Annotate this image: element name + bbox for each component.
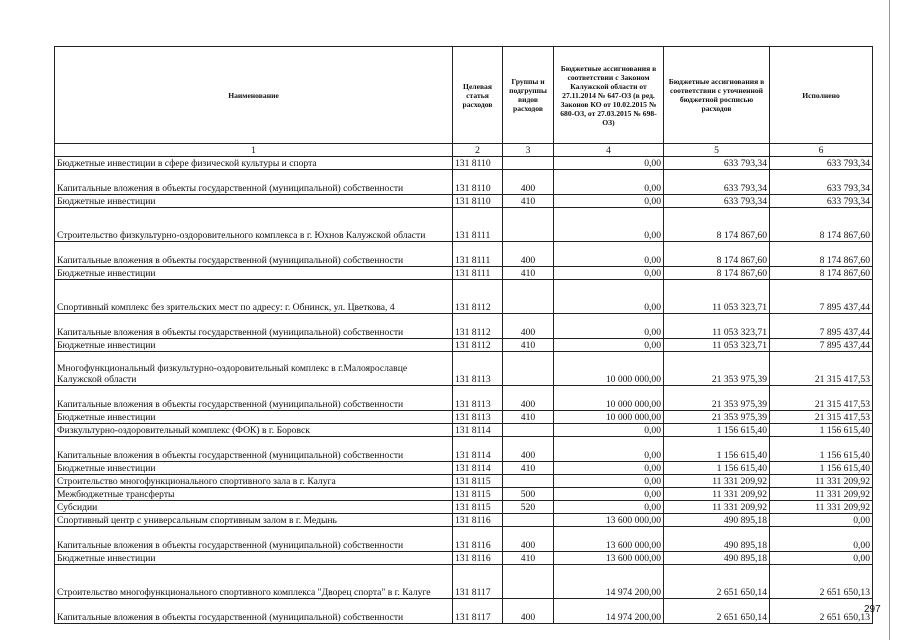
row-executed: 21 315 417,53	[770, 411, 873, 424]
row-executed: 1 156 615,40	[770, 462, 873, 475]
table-row	[55, 267, 873, 280]
row-refined-allocation: 11 331 209,92	[664, 501, 770, 514]
row-target-article: 131 8113	[453, 386, 503, 411]
column-number: 2	[453, 144, 503, 157]
row-expense-group	[503, 514, 554, 527]
table-row	[55, 488, 873, 501]
row-expense-group: 400	[503, 527, 554, 552]
row-expense-group: 400	[503, 314, 554, 339]
row-expense-group: 400	[503, 599, 554, 624]
row-name: Бюджетные инвестиции	[55, 462, 453, 475]
row-target-article: 131 8117	[453, 599, 503, 624]
row-target-article: 131 8116	[453, 552, 503, 565]
table-row	[55, 339, 873, 352]
row-refined-allocation: 490 895,18	[664, 514, 770, 527]
row-executed: 0,00	[770, 527, 873, 552]
row-law-allocation: 10 000 000,00	[554, 411, 664, 424]
row-target-article: 131 8110	[453, 195, 503, 208]
row-refined-allocation: 21 353 975,39	[664, 352, 770, 386]
row-expense-group: 410	[503, 267, 554, 280]
header-groups: Группы и подгруппы видов расходов	[503, 47, 554, 144]
row-name: Капитальные вложения в объекты государственной (муниципальной) собственности	[55, 527, 453, 552]
row-target-article: 131 8116	[453, 527, 503, 552]
budget-table	[54, 46, 873, 624]
row-law-allocation: 0,00	[554, 242, 664, 267]
row-law-allocation: 0,00	[554, 475, 664, 488]
row-refined-allocation: 2 651 650,14	[664, 599, 770, 624]
row-expense-group: 410	[503, 552, 554, 565]
row-refined-allocation: 1 156 615,40	[664, 424, 770, 437]
row-target-article: 131 8115	[453, 501, 503, 514]
row-law-allocation: 0,00	[554, 501, 664, 514]
row-name: Строительство физкультурно-оздоровительного комплекса в г. Юхнов Калужской области	[55, 208, 453, 242]
row-refined-allocation: 11 053 323,71	[664, 314, 770, 339]
row-expense-group	[503, 352, 554, 386]
row-expense-group: 410	[503, 411, 554, 424]
row-target-article: 131 8110	[453, 170, 503, 195]
row-law-allocation: 10 000 000,00	[554, 386, 664, 411]
row-target-article: 131 8115	[453, 488, 503, 501]
row-name: Капитальные вложения в объекты государственной (муниципальной) собственности	[55, 170, 453, 195]
row-refined-allocation: 11 053 323,71	[664, 339, 770, 352]
row-name: Строительство многофункционального спортивного зала в г. Калуга	[55, 475, 453, 488]
row-refined-allocation: 21 353 975,39	[664, 386, 770, 411]
row-refined-allocation: 490 895,18	[664, 527, 770, 552]
column-number: 5	[664, 144, 770, 157]
column-number-row	[55, 144, 873, 157]
row-executed: 21 315 417,53	[770, 386, 873, 411]
row-target-article: 131 8112	[453, 314, 503, 339]
table-row	[55, 565, 873, 599]
row-target-article: 131 8116	[453, 514, 503, 527]
row-target-article: 131 8114	[453, 437, 503, 462]
table-row	[55, 157, 873, 170]
row-expense-group: 500	[503, 488, 554, 501]
table-body	[55, 157, 873, 624]
row-name: Капитальные вложения в объекты государственной (муниципальной) собственности	[55, 386, 453, 411]
row-executed: 11 331 209,92	[770, 501, 873, 514]
row-name: Бюджетные инвестиции	[55, 552, 453, 565]
row-name: Межбюджетные трансферты	[55, 488, 453, 501]
table-row	[55, 208, 873, 242]
row-executed: 1 156 615,40	[770, 424, 873, 437]
table-row	[55, 552, 873, 565]
table-row	[55, 170, 873, 195]
table-row	[55, 195, 873, 208]
row-target-article: 131 8111	[453, 267, 503, 280]
scan-edge-rule	[889, 0, 890, 640]
table-row	[55, 411, 873, 424]
header-executed: Исполнено	[770, 47, 873, 144]
table-row	[55, 475, 873, 488]
row-law-allocation: 0,00	[554, 267, 664, 280]
row-executed: 7 895 437,44	[770, 314, 873, 339]
table-row	[55, 501, 873, 514]
row-target-article: 131 8110	[453, 157, 503, 170]
header-name: Наименование	[55, 47, 453, 144]
row-target-article: 131 8114	[453, 462, 503, 475]
row-name: Строительство многофункционального спортивного комплекса "Дворец спорта" в г. Калуге	[55, 565, 453, 599]
column-number: 1	[55, 144, 453, 157]
row-executed: 2 651 650,13	[770, 599, 873, 624]
row-executed: 11 331 209,92	[770, 488, 873, 501]
row-target-article: 131 8115	[453, 475, 503, 488]
row-expense-group	[503, 208, 554, 242]
row-name: Бюджетные инвестиции	[55, 339, 453, 352]
row-executed: 11 331 209,92	[770, 475, 873, 488]
row-law-allocation: 0,00	[554, 314, 664, 339]
row-target-article: 131 8112	[453, 339, 503, 352]
row-executed: 8 174 867,60	[770, 242, 873, 267]
row-law-allocation: 10 000 000,00	[554, 352, 664, 386]
column-number: 4	[554, 144, 664, 157]
column-number: 6	[770, 144, 873, 157]
row-expense-group: 410	[503, 462, 554, 475]
row-name: Капитальные вложения в объекты государственной (муниципальной) собственности	[55, 314, 453, 339]
row-executed: 7 895 437,44	[770, 339, 873, 352]
row-name: Физкультурно-оздоровительный комплекс (ФОК) в г. Боровск	[55, 424, 453, 437]
row-expense-group	[503, 157, 554, 170]
row-target-article: 131 8117	[453, 565, 503, 599]
row-expense-group: 400	[503, 170, 554, 195]
row-target-article: 131 8113	[453, 352, 503, 386]
row-refined-allocation: 633 793,34	[664, 195, 770, 208]
table-row	[55, 527, 873, 552]
row-refined-allocation: 1 156 615,40	[664, 462, 770, 475]
row-law-allocation: 0,00	[554, 437, 664, 462]
table-row	[55, 424, 873, 437]
row-target-article: 131 8114	[453, 424, 503, 437]
row-target-article: 131 8111	[453, 242, 503, 267]
row-expense-group: 400	[503, 437, 554, 462]
table-row	[55, 352, 873, 386]
row-name: Капитальные вложения в объекты государственной (муниципальной) собственности	[55, 242, 453, 267]
row-executed: 7 895 437,44	[770, 280, 873, 314]
row-expense-group: 520	[503, 501, 554, 514]
row-target-article: 131 8111	[453, 208, 503, 242]
row-refined-allocation: 633 793,34	[664, 157, 770, 170]
row-target-article: 131 8113	[453, 411, 503, 424]
row-refined-allocation: 11 331 209,92	[664, 488, 770, 501]
row-name: Многофункциональный физкультурно-оздоровительный комплекс в г.Малоярославце Калужской области	[55, 352, 453, 386]
header-target-article: Целевая статья расходов	[453, 47, 503, 144]
row-name: Бюджетные инвестиции в сфере физической культуры и спорта	[55, 157, 453, 170]
row-law-allocation: 0,00	[554, 208, 664, 242]
row-law-allocation: 0,00	[554, 157, 664, 170]
header-refined-allocations: Бюджетные ассигнования в соответствии с уточненной бюджетной росписью расходов	[664, 47, 770, 144]
row-law-allocation: 13 600 000,00	[554, 552, 664, 565]
row-law-allocation: 0,00	[554, 462, 664, 475]
row-executed: 8 174 867,60	[770, 208, 873, 242]
row-refined-allocation: 633 793,34	[664, 170, 770, 195]
row-name: Капитальные вложения в объекты государственной (муниципальной) собственности	[55, 437, 453, 462]
column-number: 3	[503, 144, 554, 157]
row-name: Субсидии	[55, 501, 453, 514]
row-executed: 633 793,34	[770, 170, 873, 195]
row-refined-allocation: 490 895,18	[664, 552, 770, 565]
row-refined-allocation: 11 331 209,92	[664, 475, 770, 488]
row-name: Спортивный комплекс без зрительских мест по адресу: г. Обнинск, ул. Цветкова, 4	[55, 280, 453, 314]
table-row	[55, 514, 873, 527]
row-law-allocation: 14 974 200,00	[554, 565, 664, 599]
row-name: Бюджетные инвестиции	[55, 411, 453, 424]
table-row	[55, 599, 873, 624]
row-expense-group	[503, 280, 554, 314]
row-name: Спортивный центр с универсальным спортивным залом в г. Медынь	[55, 514, 453, 527]
row-executed: 0,00	[770, 552, 873, 565]
row-law-allocation: 0,00	[554, 170, 664, 195]
header-law-allocations: Бюджетные ассигнования в соответствии с Законом Калужской области от 27.11.2014 № 647-ОЗ (в ред. Законов КО от 10.02.2015 № 680-ОЗ, от 27.03.2015 № 698-ОЗ)	[554, 47, 664, 144]
row-law-allocation: 0,00	[554, 280, 664, 314]
row-expense-group	[503, 475, 554, 488]
row-refined-allocation: 8 174 867,60	[664, 267, 770, 280]
row-expense-group: 400	[503, 242, 554, 267]
row-law-allocation: 13 600 000,00	[554, 527, 664, 552]
table-row	[55, 437, 873, 462]
row-law-allocation: 0,00	[554, 424, 664, 437]
row-expense-group	[503, 424, 554, 437]
row-law-allocation: 13 600 000,00	[554, 514, 664, 527]
table-row	[55, 314, 873, 339]
row-refined-allocation: 8 174 867,60	[664, 208, 770, 242]
row-refined-allocation: 1 156 615,40	[664, 437, 770, 462]
row-law-allocation: 0,00	[554, 339, 664, 352]
row-executed: 1 156 615,40	[770, 437, 873, 462]
row-refined-allocation: 2 651 650,14	[664, 565, 770, 599]
row-expense-group: 410	[503, 339, 554, 352]
header-row	[55, 47, 873, 144]
row-expense-group: 400	[503, 386, 554, 411]
row-target-article: 131 8112	[453, 280, 503, 314]
row-name: Бюджетные инвестиции	[55, 195, 453, 208]
row-executed: 633 793,34	[770, 157, 873, 170]
row-refined-allocation: 11 053 323,71	[664, 280, 770, 314]
row-refined-allocation: 8 174 867,60	[664, 242, 770, 267]
row-law-allocation: 0,00	[554, 195, 664, 208]
table-row	[55, 386, 873, 411]
row-executed: 633 793,34	[770, 195, 873, 208]
row-name: Капитальные вложения в объекты государственной (муниципальной) собственности	[55, 599, 453, 624]
table-row	[55, 462, 873, 475]
row-law-allocation: 14 974 200,00	[554, 599, 664, 624]
row-executed: 8 174 867,60	[770, 267, 873, 280]
row-expense-group	[503, 565, 554, 599]
row-executed: 2 651 650,13	[770, 565, 873, 599]
table-row	[55, 242, 873, 267]
page-number: 297	[864, 604, 881, 615]
row-law-allocation: 0,00	[554, 488, 664, 501]
row-executed: 0,00	[770, 514, 873, 527]
row-expense-group: 410	[503, 195, 554, 208]
row-name: Бюджетные инвестиции	[55, 267, 453, 280]
table-row	[55, 280, 873, 314]
row-executed: 21 315 417,53	[770, 352, 873, 386]
row-refined-allocation: 21 353 975,39	[664, 411, 770, 424]
